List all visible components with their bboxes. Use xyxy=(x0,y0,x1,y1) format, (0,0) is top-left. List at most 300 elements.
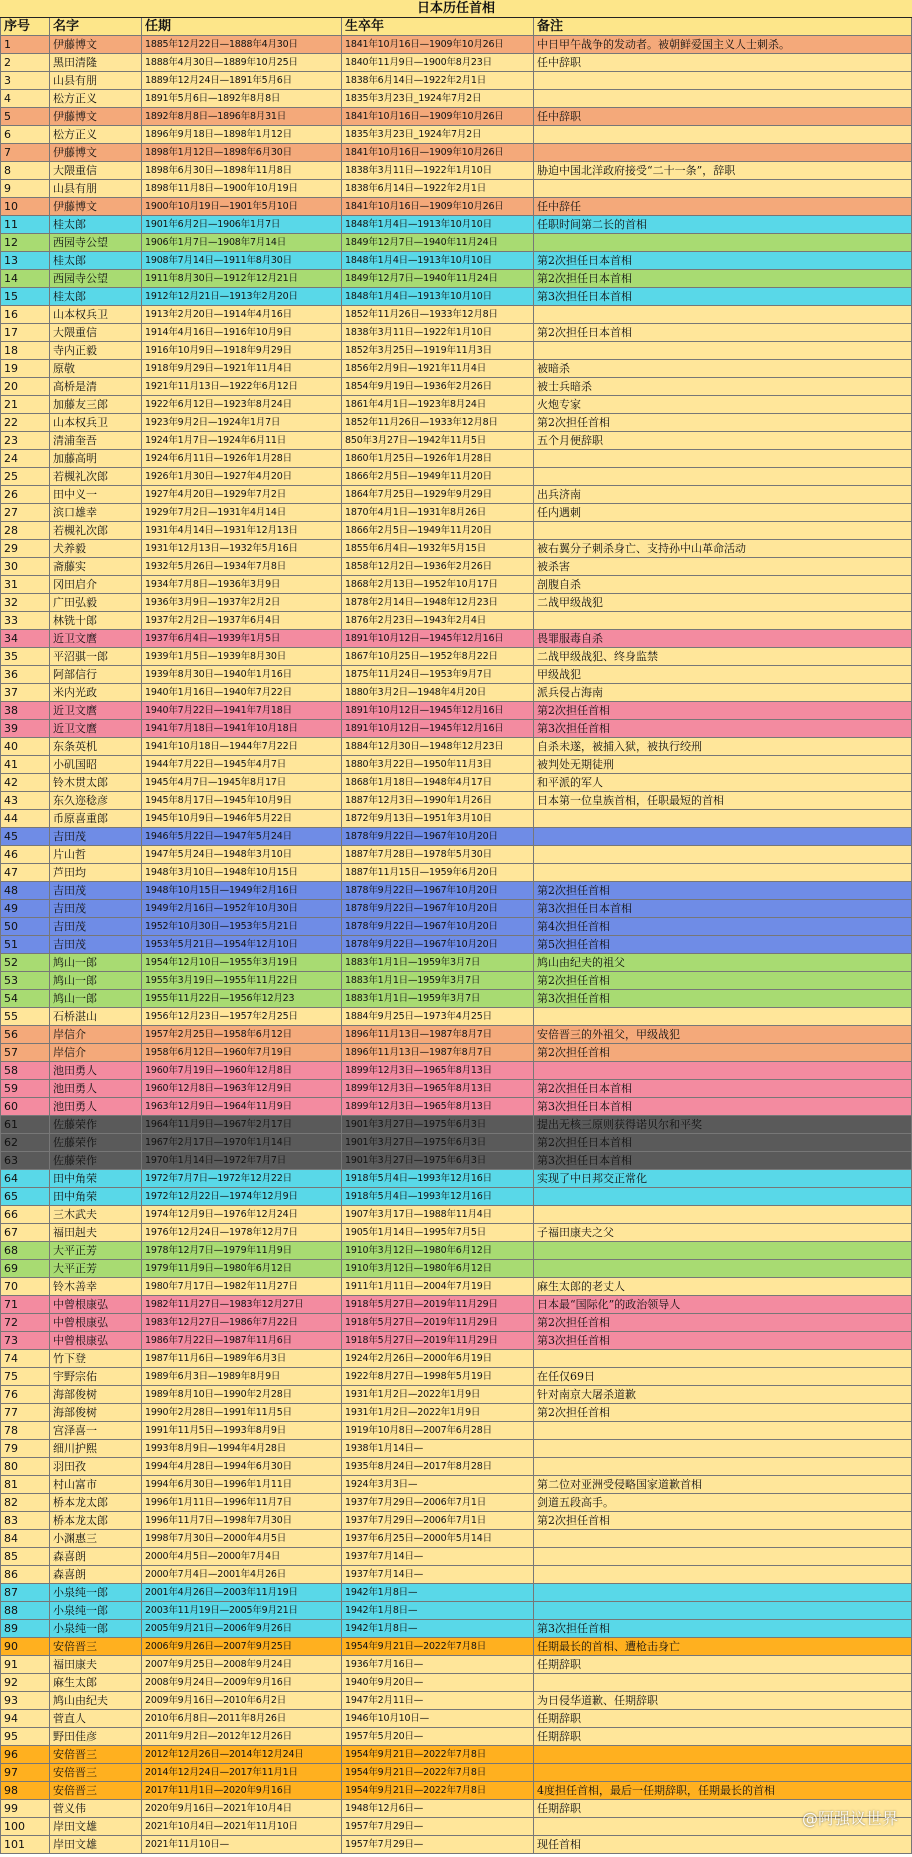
cell-term: 1957年2月25日—1958年6月12日 xyxy=(142,1026,342,1044)
cell-life: 1887年7月28日—1978年5月30日 xyxy=(342,846,534,864)
cell-life: 1883年1月1日—1959年3月7日 xyxy=(342,990,534,1008)
cell-life: 1875年11月24日—1953年9月7日 xyxy=(342,666,534,684)
cell-life: 1855年6月4日—1932年5月15日 xyxy=(342,540,534,558)
cell-name: 菅直人 xyxy=(50,1710,142,1728)
cell-name: 中曾根康弘 xyxy=(50,1332,142,1350)
cell-life: 1954年9月21日—2022年7月8日 xyxy=(342,1746,534,1764)
cell-name: 佐藤荣作 xyxy=(50,1116,142,1134)
cell-note xyxy=(534,1062,912,1080)
cell-name: 中曾根康弘 xyxy=(50,1314,142,1332)
cell-name: 安倍晋三 xyxy=(50,1746,142,1764)
cell-no: 100 xyxy=(0,1818,50,1836)
cell-name: 近卫文麿 xyxy=(50,702,142,720)
cell-name: 片山哲 xyxy=(50,846,142,864)
cell-note: 日本最“国际化”的政治领导人 xyxy=(534,1296,912,1314)
cell-note: 被判处无期徒刑 xyxy=(534,756,912,774)
cell-no: 34 xyxy=(0,630,50,648)
cell-name: 桥本龙太郎 xyxy=(50,1512,142,1530)
table-row xyxy=(0,666,912,684)
cell-life: 1883年1月1日—1959年3月7日 xyxy=(342,954,534,972)
cell-name: 铃木善幸 xyxy=(50,1278,142,1296)
cell-term: 1944年7月22日—1945年4月7日 xyxy=(142,756,342,774)
cell-term: 1945年10月9日—1946年5月22日 xyxy=(142,810,342,828)
table-row xyxy=(0,1332,912,1350)
table-row xyxy=(0,1080,912,1098)
cell-no: 31 xyxy=(0,576,50,594)
table-row xyxy=(0,918,912,936)
cell-no: 79 xyxy=(0,1440,50,1458)
cell-no: 80 xyxy=(0,1458,50,1476)
cell-life: 1841年10月16日—1909年10月26日 xyxy=(342,198,534,216)
cell-name: 田中角荣 xyxy=(50,1170,142,1188)
table-row xyxy=(0,90,912,108)
table-row xyxy=(0,720,912,738)
cell-life: 1931年1月2日—2022年1月9日 xyxy=(342,1404,534,1422)
cell-note xyxy=(534,1242,912,1260)
table-row xyxy=(0,342,912,360)
cell-no: 13 xyxy=(0,252,50,270)
cell-term: 1960年12月8日—1963年12月9日 xyxy=(142,1080,342,1098)
cell-name: 竹下登 xyxy=(50,1350,142,1368)
table-row xyxy=(0,180,912,198)
table-row xyxy=(0,1188,912,1206)
table-row xyxy=(0,108,912,126)
cell-life: 1867年10月25日—1952年8月22日 xyxy=(342,648,534,666)
cell-life: 1841年10月16日—1909年10月26日 xyxy=(342,36,534,54)
cell-life: 1861年4月1日—1923年8月24日 xyxy=(342,396,534,414)
table-row xyxy=(0,1224,912,1242)
cell-life: 1919年10月8日—2007年6月28日 xyxy=(342,1422,534,1440)
cell-term: 1979年11月9日—1980年6月12日 xyxy=(142,1260,342,1278)
cell-life: 1940年9月20日— xyxy=(342,1674,534,1692)
cell-life: 1905年1月14日—1995年7月5日 xyxy=(342,1224,534,1242)
cell-no: 92 xyxy=(0,1674,50,1692)
cell-name: 岸信介 xyxy=(50,1044,142,1062)
table-row xyxy=(0,1692,912,1710)
cell-term: 1900年10月19日—1901年5月10日 xyxy=(142,198,342,216)
cell-note: 自杀未遂，被捕入狱，被执行绞刑 xyxy=(534,738,912,756)
cell-life: 1937年7月14日— xyxy=(342,1566,534,1584)
table-row xyxy=(0,144,912,162)
cell-term: 1939年1月5日—1939年8月30日 xyxy=(142,648,342,666)
table-row xyxy=(0,684,912,702)
cell-term: 1960年7月19日—1960年12月8日 xyxy=(142,1062,342,1080)
cell-no: 52 xyxy=(0,954,50,972)
cell-note xyxy=(534,468,912,486)
table-row xyxy=(0,1296,912,1314)
cell-term: 2008年9月24日—2009年9月16日 xyxy=(142,1674,342,1692)
cell-life: 1935年8月24日—2017年8月28日 xyxy=(342,1458,534,1476)
cell-no: 71 xyxy=(0,1296,50,1314)
cell-note: 日本第一位皇族首相，任职最短的首相 xyxy=(534,792,912,810)
cell-life: 1937年7月14日— xyxy=(342,1548,534,1566)
cell-name: 森喜朗 xyxy=(50,1548,142,1566)
cell-life: 1907年3月17日—1988年11月4日 xyxy=(342,1206,534,1224)
cell-name: 岸田文雄 xyxy=(50,1818,142,1836)
cell-term: 1983年12月27日—1986年7月22日 xyxy=(142,1314,342,1332)
table-row xyxy=(0,1800,912,1818)
cell-note: 任期最长的首相、遭枪击身亡 xyxy=(534,1638,912,1656)
cell-term: 1993年8月9日—1994年4月28日 xyxy=(142,1440,342,1458)
cell-name: 若槻礼次郎 xyxy=(50,468,142,486)
cell-no: 88 xyxy=(0,1602,50,1620)
cell-name: 小渊惠三 xyxy=(50,1530,142,1548)
cell-name: 黑田清隆 xyxy=(50,54,142,72)
cell-no: 67 xyxy=(0,1224,50,1242)
table-row xyxy=(0,1404,912,1422)
cell-no: 25 xyxy=(0,468,50,486)
cell-name: 吉田茂 xyxy=(50,828,142,846)
cell-term: 1931年12月13日—1932年5月16日 xyxy=(142,540,342,558)
cell-name: 小泉纯一郎 xyxy=(50,1584,142,1602)
cell-no: 42 xyxy=(0,774,50,792)
cell-life: 1947年2月11日— xyxy=(342,1692,534,1710)
cell-term: 1906年1月7日—1908年7月14日 xyxy=(142,234,342,252)
cell-note xyxy=(534,234,912,252)
cell-term: 1924年6月11日—1926年1月28日 xyxy=(142,450,342,468)
table-row xyxy=(0,216,912,234)
cell-note: 为日侵华道歉、任期辞职 xyxy=(534,1692,912,1710)
cell-term: 1914年4月16日—1916年10月9日 xyxy=(142,324,342,342)
cell-note xyxy=(534,180,912,198)
table-row xyxy=(0,972,912,990)
cell-no: 8 xyxy=(0,162,50,180)
table-row xyxy=(0,252,912,270)
cell-term: 1945年4月7日—1945年8月17日 xyxy=(142,774,342,792)
cell-term: 1922年6月12日—1923年8月24日 xyxy=(142,396,342,414)
cell-note: 任中辞任 xyxy=(534,198,912,216)
table-row xyxy=(0,288,912,306)
cell-term: 1912年12月21日—1913年2月20日 xyxy=(142,288,342,306)
cell-no: 6 xyxy=(0,126,50,144)
cell-note: 现任首相 xyxy=(534,1836,912,1854)
cell-no: 89 xyxy=(0,1620,50,1638)
cell-life: 1899年12月3日—1965年8月13日 xyxy=(342,1080,534,1098)
cell-term: 1923年9月2日—1924年1月7日 xyxy=(142,414,342,432)
cell-no: 98 xyxy=(0,1782,50,1800)
cell-name: 鸠山一郎 xyxy=(50,954,142,972)
cell-name: 野田佳彦 xyxy=(50,1728,142,1746)
cell-no: 84 xyxy=(0,1530,50,1548)
cell-life: 1918年5月4日—1993年12月16日 xyxy=(342,1170,534,1188)
cell-term: 1963年12月9日—1964年11月9日 xyxy=(142,1098,342,1116)
cell-term: 1998年7月30日—2000年4月5日 xyxy=(142,1530,342,1548)
cell-note: 任期辞职 xyxy=(534,1728,912,1746)
cell-no: 101 xyxy=(0,1836,50,1854)
cell-life: 1924年2月26日—2000年6月19日 xyxy=(342,1350,534,1368)
cell-life: 1841年10月16日—1909年10月26日 xyxy=(342,144,534,162)
table-row xyxy=(0,990,912,1008)
table-row xyxy=(0,1008,912,1026)
cell-term: 1970年1月14日—1972年7月7日 xyxy=(142,1152,342,1170)
cell-name: 伊藤博文 xyxy=(50,36,142,54)
table-row xyxy=(0,36,912,54)
table-row xyxy=(0,396,912,414)
cell-life: 1876年2月23日—1943年2月4日 xyxy=(342,612,534,630)
cell-term: 1940年1月16日—1940年7月22日 xyxy=(142,684,342,702)
cell-name: 小泉纯一郎 xyxy=(50,1620,142,1638)
cell-name: 若槻礼次郎 xyxy=(50,522,142,540)
cell-term: 1908年7月14日—1911年8月30日 xyxy=(142,252,342,270)
table-row xyxy=(0,1674,912,1692)
cell-no: 14 xyxy=(0,270,50,288)
cell-name: 伊藤博文 xyxy=(50,108,142,126)
cell-term: 1994年6月30日—1996年1月11日 xyxy=(142,1476,342,1494)
cell-life: 1899年12月3日—1965年8月13日 xyxy=(342,1062,534,1080)
cell-name: 吉田茂 xyxy=(50,918,142,936)
cell-name: 铃木贯太郎 xyxy=(50,774,142,792)
cell-name: 松方正义 xyxy=(50,90,142,108)
cell-name: 芦田均 xyxy=(50,864,142,882)
cell-note: 出兵济南 xyxy=(534,486,912,504)
cell-note: 剖腹自杀 xyxy=(534,576,912,594)
table-row xyxy=(0,1746,912,1764)
cell-no: 12 xyxy=(0,234,50,252)
cell-name: 宫泽喜一 xyxy=(50,1422,142,1440)
table-row xyxy=(0,792,912,810)
cell-name: 福田康夫 xyxy=(50,1656,142,1674)
cell-term: 1921年11月13日—1922年6月12日 xyxy=(142,378,342,396)
cell-no: 48 xyxy=(0,882,50,900)
cell-life: 1849年12月7日—1940年11月24日 xyxy=(342,270,534,288)
table-row xyxy=(0,1458,912,1476)
cell-no: 57 xyxy=(0,1044,50,1062)
cell-name: 平沼骐一郎 xyxy=(50,648,142,666)
table-row xyxy=(0,540,912,558)
cell-note: 任职时间第二长的首相 xyxy=(534,216,912,234)
cell-name: 山本权兵卫 xyxy=(50,306,142,324)
table-row xyxy=(0,360,912,378)
cell-life: 1841年10月16日—1909年10月26日 xyxy=(342,108,534,126)
cell-note: 提出无核三原则获得诺贝尔和平奖 xyxy=(534,1116,912,1134)
cell-no: 36 xyxy=(0,666,50,684)
table-row xyxy=(0,882,912,900)
cell-term: 1898年1月12日—1898年6月30日 xyxy=(142,144,342,162)
cell-term: 1964年11月9日—1967年2月17日 xyxy=(142,1116,342,1134)
cell-life: 1954年9月21日—2022年7月8日 xyxy=(342,1782,534,1800)
cell-term: 2009年9月16日—2010年6月2日 xyxy=(142,1692,342,1710)
cell-note: 任期辞职 xyxy=(534,1710,912,1728)
cell-note: 任中辞职 xyxy=(534,108,912,126)
cell-life: 850年3月27日—1942年11月5日 xyxy=(342,432,534,450)
table-row xyxy=(0,936,912,954)
cell-life: 1872年9月13日—1951年3月10日 xyxy=(342,810,534,828)
cell-no: 78 xyxy=(0,1422,50,1440)
cell-note xyxy=(534,1602,912,1620)
cell-name: 加藤友三郎 xyxy=(50,396,142,414)
cell-note xyxy=(534,1458,912,1476)
cell-note xyxy=(534,1764,912,1782)
cell-note: 麻生太郎的老丈人 xyxy=(534,1278,912,1296)
cell-name: 细川护熙 xyxy=(50,1440,142,1458)
cell-no: 72 xyxy=(0,1314,50,1332)
cell-name: 福田赳夫 xyxy=(50,1224,142,1242)
cell-term: 2007年9月25日—2008年9月24日 xyxy=(142,1656,342,1674)
cell-note: 4度担任首相，最后一任期辞职，任期最长的首相 xyxy=(534,1782,912,1800)
cell-name: 近卫文麿 xyxy=(50,630,142,648)
cell-life: 1878年9月22日—1967年10月20日 xyxy=(342,900,534,918)
cell-name: 山县有朋 xyxy=(50,72,142,90)
cell-life: 1852年3月25日—1919年11月3日 xyxy=(342,342,534,360)
cell-no: 21 xyxy=(0,396,50,414)
cell-life: 1838年6月14日—1922年2月1日 xyxy=(342,72,534,90)
cell-life: 1883年1月1日—1959年3月7日 xyxy=(342,972,534,990)
cell-life: 1838年3月11日—1922年1月10日 xyxy=(342,324,534,342)
cell-note: 二战甲级战犯、终身监禁 xyxy=(534,648,912,666)
cell-name: 池田勇人 xyxy=(50,1080,142,1098)
cell-note: 任期辞职 xyxy=(534,1656,912,1674)
cell-note: 第2次担任首相 xyxy=(534,702,912,720)
cell-life: 1924年3月3日— xyxy=(342,1476,534,1494)
cell-term: 1937年2月2日—1937年6月4日 xyxy=(142,612,342,630)
table-row xyxy=(0,1242,912,1260)
table-row xyxy=(0,1728,912,1746)
cell-no: 32 xyxy=(0,594,50,612)
table-row xyxy=(0,378,912,396)
cell-note: 和平派的军人 xyxy=(534,774,912,792)
cell-no: 26 xyxy=(0,486,50,504)
table-row xyxy=(0,1818,912,1836)
table-row xyxy=(0,1116,912,1134)
table-row xyxy=(0,1530,912,1548)
table-row xyxy=(0,1134,912,1152)
table-row xyxy=(0,1710,912,1728)
cell-note: 第3次担任首相 xyxy=(534,990,912,1008)
cell-term: 1932年5月26日—1934年7月8日 xyxy=(142,558,342,576)
cell-term: 2000年7月4日—2001年4月26日 xyxy=(142,1566,342,1584)
cell-life: 1901年3月27日—1975年6月3日 xyxy=(342,1116,534,1134)
table-row xyxy=(0,810,912,828)
cell-term: 1924年1月7日—1924年6月11日 xyxy=(142,432,342,450)
cell-life: 1852年11月26日—1933年12月8日 xyxy=(342,414,534,432)
cell-life: 1954年9月21日—2022年7月8日 xyxy=(342,1638,534,1656)
cell-name: 滨口雄幸 xyxy=(50,504,142,522)
cell-term: 1937年6月4日—1939年1月5日 xyxy=(142,630,342,648)
cell-note xyxy=(534,846,912,864)
cell-life: 1942年1月8日— xyxy=(342,1602,534,1620)
cell-term: 1955年11月22日—1956年12月23 xyxy=(142,990,342,1008)
cell-name: 森喜朗 xyxy=(50,1566,142,1584)
table-row xyxy=(0,270,912,288)
cell-name: 米内光政 xyxy=(50,684,142,702)
cell-name: 菅义伟 xyxy=(50,1800,142,1818)
cell-term: 1996年11月7日—1998年7月30日 xyxy=(142,1512,342,1530)
cell-life: 1840年11月9日—1900年8月23日 xyxy=(342,54,534,72)
table-row xyxy=(0,1152,912,1170)
table-row xyxy=(0,1386,912,1404)
cell-life: 1878年9月22日—1967年10月20日 xyxy=(342,828,534,846)
cell-term: 1939年8月30日—1940年1月16日 xyxy=(142,666,342,684)
cell-life: 1858年12月2日—1936年2月26日 xyxy=(342,558,534,576)
cell-no: 41 xyxy=(0,756,50,774)
cell-name: 寺内正毅 xyxy=(50,342,142,360)
cell-life: 1868年2月13日—1952年10月17日 xyxy=(342,576,534,594)
cell-no: 1 xyxy=(0,36,50,54)
cell-term: 1941年10月18日—1944年7月22日 xyxy=(142,738,342,756)
cell-no: 59 xyxy=(0,1080,50,1098)
table-row xyxy=(0,1602,912,1620)
cell-life: 1931年1月2日—2022年1月9日 xyxy=(342,1386,534,1404)
cell-name: 高桥是清 xyxy=(50,378,142,396)
cell-name: 犬养毅 xyxy=(50,540,142,558)
cell-term: 1980年7月17日—1982年11月27日 xyxy=(142,1278,342,1296)
cell-name: 村山富市 xyxy=(50,1476,142,1494)
cell-no: 90 xyxy=(0,1638,50,1656)
cell-no: 47 xyxy=(0,864,50,882)
cell-note: 被右翼分子刺杀身亡、支持孙中山革命活动 xyxy=(534,540,912,558)
cell-name: 东久迩稔彦 xyxy=(50,792,142,810)
cell-no: 96 xyxy=(0,1746,50,1764)
cell-note: 第5次担任首相 xyxy=(534,936,912,954)
cell-no: 17 xyxy=(0,324,50,342)
table-row xyxy=(0,1476,912,1494)
cell-term: 1972年12月22日—1974年12月9日 xyxy=(142,1188,342,1206)
cell-no: 15 xyxy=(0,288,50,306)
cell-note: 派兵侵占海南 xyxy=(534,684,912,702)
cell-note: 针对南京大屠杀道歉 xyxy=(534,1386,912,1404)
cell-name: 清浦奎吾 xyxy=(50,432,142,450)
cell-name: 池田勇人 xyxy=(50,1062,142,1080)
cell-term: 1940年7月22日—1941年7月18日 xyxy=(142,702,342,720)
cell-note xyxy=(534,1530,912,1548)
table-row xyxy=(0,774,912,792)
cell-note: 第2次担任日本首相 xyxy=(534,324,912,342)
cell-note: 胁迫中国北洋政府接受“二十一条”，辞职 xyxy=(534,162,912,180)
cell-name: 佐藤荣作 xyxy=(50,1134,142,1152)
cell-note: 中日甲午战争的发动者。被朝鲜爱国主义人士刺杀。 xyxy=(534,36,912,54)
cell-term: 1989年8月10日—1990年2月28日 xyxy=(142,1386,342,1404)
cell-term: 1911年8月30日—1912年12月21日 xyxy=(142,270,342,288)
cell-term: 2005年9月21日—2006年9月26日 xyxy=(142,1620,342,1638)
cell-term: 1888年4月30日—1889年10月25日 xyxy=(142,54,342,72)
table-row xyxy=(0,954,912,972)
cell-no: 18 xyxy=(0,342,50,360)
cell-no: 38 xyxy=(0,702,50,720)
cell-name: 中曾根康弘 xyxy=(50,1296,142,1314)
cell-note xyxy=(534,1584,912,1602)
table-row xyxy=(0,1782,912,1800)
table-row xyxy=(0,630,912,648)
cell-note: 第3次担任日本首相 xyxy=(534,288,912,306)
cell-life: 1954年9月21日—2022年7月8日 xyxy=(342,1764,534,1782)
cell-note xyxy=(534,1746,912,1764)
cell-no: 99 xyxy=(0,1800,50,1818)
table-row xyxy=(0,1026,912,1044)
cell-name: 大平正芳 xyxy=(50,1242,142,1260)
cell-term: 2011年9月2日—2012年12月26日 xyxy=(142,1728,342,1746)
cell-note: 第3次担任日本首相 xyxy=(534,900,912,918)
cell-note: 第2次担任首相 xyxy=(534,1314,912,1332)
cell-note: 第3次担任日本首相 xyxy=(534,1152,912,1170)
cell-term: 2021年11月10日— xyxy=(142,1836,342,1854)
cell-term: 1916年10月9日—1918年9月29日 xyxy=(142,342,342,360)
cell-life: 1884年9月25日—1973年4月25日 xyxy=(342,1008,534,1026)
cell-no: 22 xyxy=(0,414,50,432)
table-title: 日本历任首相 xyxy=(0,0,912,18)
cell-note: 第2次担任日本首相 xyxy=(534,1080,912,1098)
cell-term: 2000年4月5日—2000年7月4日 xyxy=(142,1548,342,1566)
cell-life: 1835年3月23日_1924年7月2日 xyxy=(342,126,534,144)
cell-life: 1942年1月8日— xyxy=(342,1584,534,1602)
cell-term: 1991年11月5日—1993年8月9日 xyxy=(142,1422,342,1440)
cell-term: 1996年1月11日—1996年11月7日 xyxy=(142,1494,342,1512)
header-note: 备注 xyxy=(534,18,912,36)
cell-name: 冈田启介 xyxy=(50,576,142,594)
cell-note xyxy=(534,90,912,108)
cell-name: 田中义一 xyxy=(50,486,142,504)
cell-no: 27 xyxy=(0,504,50,522)
cell-no: 69 xyxy=(0,1260,50,1278)
